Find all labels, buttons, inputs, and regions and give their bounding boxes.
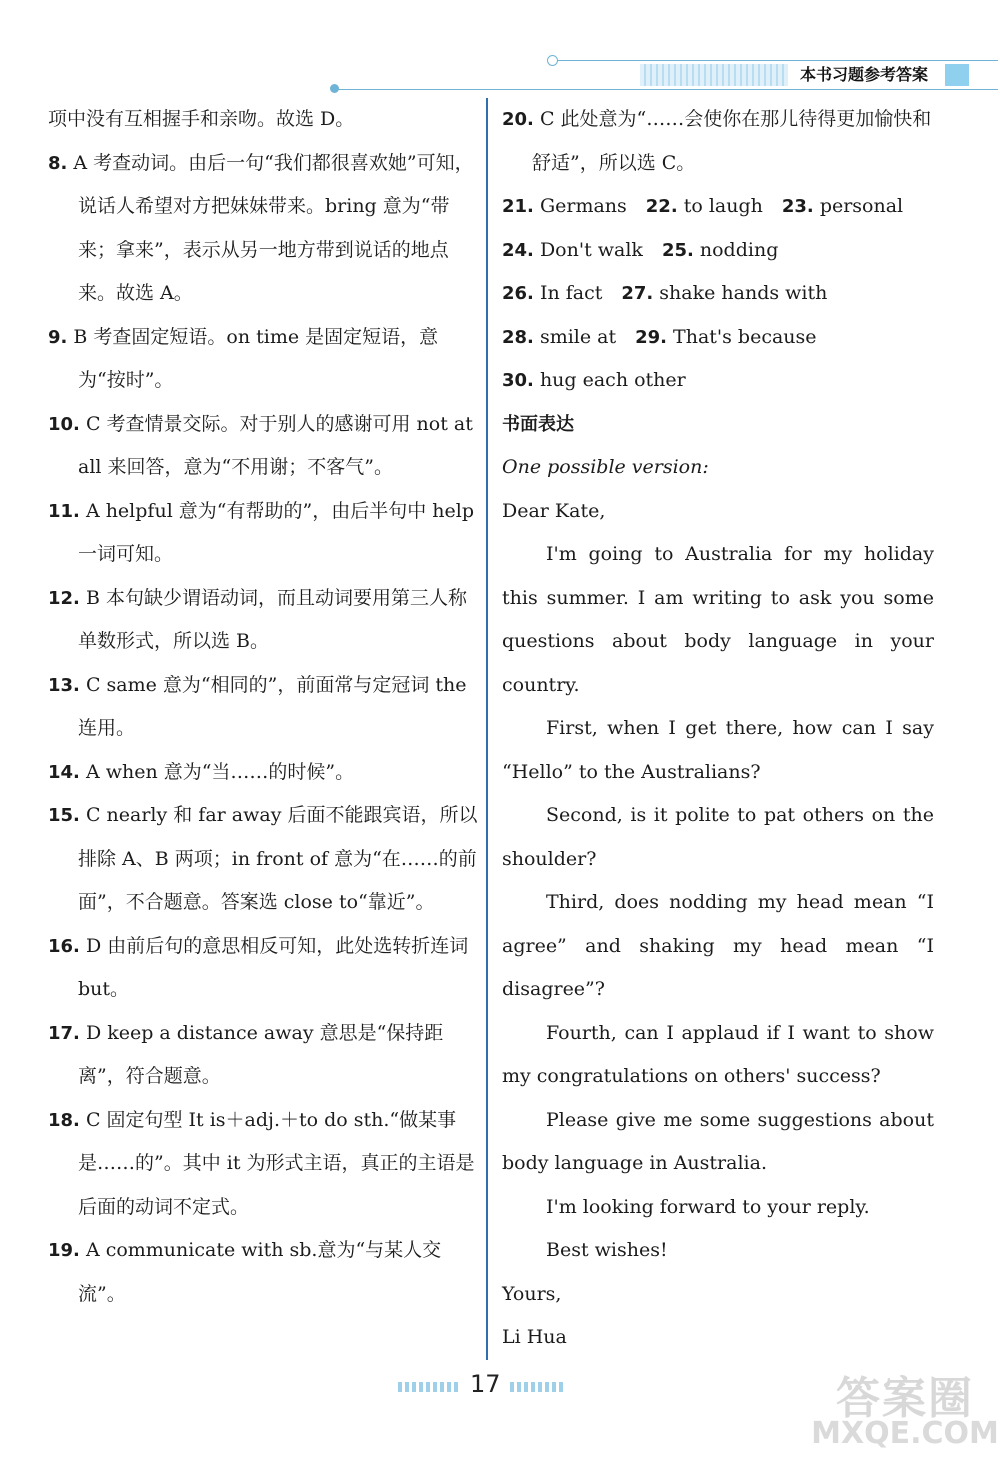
answer-text: shake hands with [659,282,828,304]
letter-paragraph: I'm looking forward to your reply. [546,1195,870,1218]
continuation-text: 项中没有互相握手和亲吻。故选 D。 [48,108,355,130]
answer-item [48,751,478,795]
answer-number: 10. [48,413,80,435]
answer-item-20 [502,98,934,185]
answer-number: 15. [48,805,80,826]
answer-number: 16. [48,935,80,957]
answer-number: 23. [781,196,814,217]
right-column [502,98,934,1360]
answer-item [48,577,478,664]
answer-number: 9. [48,326,68,348]
answer-text: Don't walk [539,238,643,261]
answer-text: nodding [699,238,779,261]
answer-text: That's because [673,325,817,348]
answer-number: 26. [502,283,534,304]
answer-number: 25. [661,239,694,261]
letter-paragraph: Second, is it polite to pat others on the shoulder? [502,804,934,870]
fill-answer-row [502,185,934,229]
letter-body [502,533,934,1273]
page-header [0,0,1000,100]
answer-item [48,925,478,1012]
page-number: 17 [470,1370,501,1398]
answer-text: B 本句缺少谓语动词，而且动词要用第三人称单数形式，所以选 B。 [78,586,467,652]
answer-text: Germans [539,195,627,217]
footer-ornament-left [398,1382,460,1392]
column-divider [486,98,488,1360]
answer-text: personal [819,195,904,217]
header-rule-top [553,60,998,61]
version-label: One possible version: [502,456,709,478]
answer-number: 27. [621,283,654,304]
header-decorative-band [640,64,788,86]
fill-answer-row [502,229,934,273]
answer-list-left [48,142,478,1317]
letter-paragraph: Please give me some suggestions about body language in Australia. [502,1108,934,1174]
fill-answer-row [502,359,934,403]
section-heading: 书面表达 [502,413,574,435]
answer-item [48,142,478,316]
answer-item [48,490,478,577]
sample-letter [502,490,934,1360]
answer-number: 14. [48,761,80,783]
answer-number: 24. [502,239,534,261]
answer-text: C same 意为“相同的”，前面常与定冠词 the 连用。 [78,673,467,739]
fill-answer-row [502,272,934,316]
answer-item [48,1012,478,1099]
watermark [810,1362,1000,1457]
header-title: 本书习题参考答案 [788,63,940,87]
letter-paragraph: I'm going to Australia for my holiday this summer. I am writing to ask you some questions about body language in your country. [502,543,934,696]
answer-number: 30. [502,370,534,391]
answer-text: C 此处意为“……会使你在那儿待得更加愉快和舒适”，所以选 C。 [532,108,932,174]
answer-text: A helpful 意为“有帮助的”，由后半句中 help 一词可知。 [78,499,474,565]
answer-item [48,664,478,751]
header-rule-bottom [335,89,998,90]
answer-item [48,1099,478,1230]
fill-answer-row [502,316,934,360]
letter-paragraph: Best wishes! [546,1239,668,1261]
answer-number: 11. [48,500,80,522]
answer-text: A communicate with sb.意为“与某人交流”。 [78,1239,442,1305]
answer-text: smile at [539,325,617,348]
answer-item [48,403,478,490]
letter-greeting: Dear Kate, [502,499,606,522]
answer-number: 17. [48,1022,80,1044]
header-dot-ornament [330,84,339,93]
left-column [48,98,478,1316]
letter-paragraph: First, when I get there, how can I say “Hello” to the Australians? [502,717,934,783]
header-end-block [945,64,969,86]
answer-text: A 考查动词。由后一句“我们都很喜欢她”可知，说话人希望对方把妹妹带来。bring 意为“带来；拿来”，表示从另一地方带到说话的地点来。故选 A。 [73,151,474,304]
footer-ornament-right [510,1382,564,1392]
answer-text: B 考查固定短语。on time 是固定短语，意为“按时”。 [73,325,439,391]
answer-item [48,316,478,403]
answer-text: hug each other [539,369,686,391]
answer-item [48,1229,478,1316]
answer-text: D 由前后句的意思相反可知，此处选转折连词 but。 [78,934,469,1000]
watermark-logo-text: 答案圈 [836,1373,974,1424]
letter-closing: Yours, [502,1282,562,1305]
answer-number: 8. [48,152,68,174]
answer-number: 20. [502,109,534,130]
fill-in-answers [502,185,934,403]
letter-paragraph: Third, does nodding my head mean “I agree” and shaking my head mean “I disagree”? [502,891,934,1000]
answer-text: A when 意为“当……的时候”。 [85,760,355,783]
answer-number: 22. [645,196,678,217]
answer-number: 12. [48,587,80,609]
answer-number: 18. [48,1109,80,1131]
answer-text: C 考查情景交际。对于别人的感谢可用 not at all 来回答，意为“不用谢；不客气”。 [78,412,473,478]
answer-number: 19. [48,1240,80,1261]
answer-number: 28. [502,326,534,348]
answer-item [48,794,478,925]
answer-text: In fact [539,282,603,304]
letter-signature: Li Hua [502,1326,567,1348]
letter-paragraph: Fourth, can I applaud if I want to show my congratulations on others' success? [502,1021,934,1087]
answer-text: D keep a distance away 意思是“保持距离”，符合题意。 [78,1021,444,1087]
watermark-url: MXQE.COM [811,1416,999,1451]
answer-number: 21. [502,196,534,217]
answer-number: 13. [48,674,80,696]
answer-text: C nearly 和 far away 后面不能跟宾语，所以排除 A、B 两项；in front of 意为“在……的前面”，不合题意。答案选 close to“靠近”。 [78,804,478,913]
header-circle-ornament [547,55,558,66]
answer-number: 29. [635,326,667,348]
answer-text: C 固定句型 It is＋adj.＋to do sth.“做某事是……的”。其中 it 为形式主语，真正的主语是后面的动词不定式。 [78,1108,475,1218]
answer-text: to laugh [683,195,763,217]
